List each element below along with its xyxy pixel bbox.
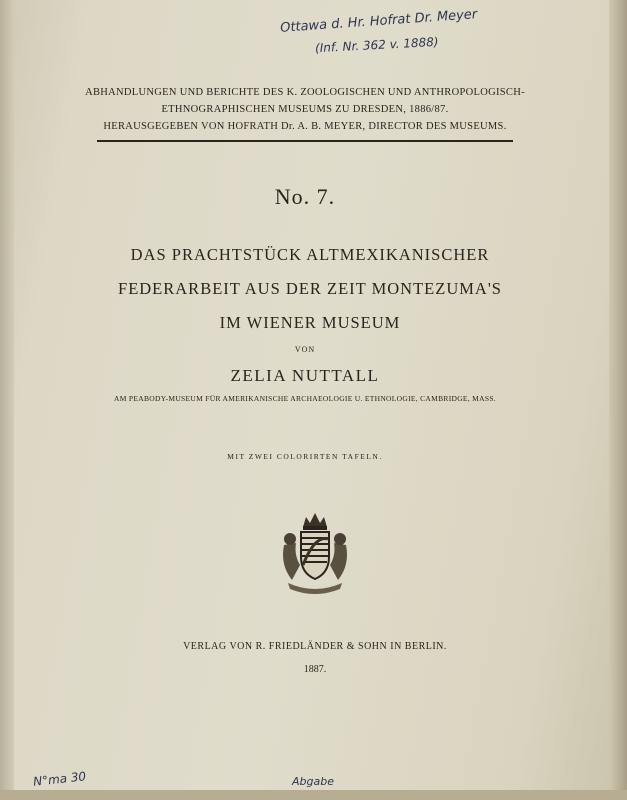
book-title-line-2: FEDERARBEIT AUS DER ZEIT MONTEZUMA'S <box>118 279 502 298</box>
plates-note: MIT ZWEI COLORIRTEN TAFELN. <box>227 452 383 461</box>
book-title-line-3: IM WIENER MUSEUM <box>219 313 401 332</box>
issue-number: No. 7. <box>274 184 336 209</box>
binding-spine <box>0 0 14 800</box>
page-bottom-edge <box>0 790 627 800</box>
publisher-line: VERLAG VON R. FRIEDLÄNDER & SOHN IN BERLIN. <box>183 641 447 652</box>
publication-year: 1887. <box>303 664 327 675</box>
series-header <box>70 84 540 135</box>
series-header-line-2: ETHNOGRAPHISCHEN MUSEUMS ZU DRESDEN, 1886/87. <box>161 104 449 115</box>
author-affiliation: AM PEABODY-MUSEUM FÜR AMERIKANISCHE ARCHAEOLOGIE U. ETHNOLOGIE, CAMBRIDGE, MASS. <box>114 394 496 403</box>
header-rule <box>97 140 513 142</box>
author-name: ZELIA NUTTALL <box>230 366 380 385</box>
handwritten-note-bottom-center: Abgabe <box>292 775 334 788</box>
handwritten-note-top-1: Ottawa d. Hr. Hofrat Dr. Meyer <box>279 7 478 36</box>
series-header-line-1: ABHANDLUNGEN UND BERICHTE DES K. ZOOLOGISCHEN UND ANTHROPOLOGISCH- <box>85 87 525 98</box>
handwritten-note-bottom-left: N°ma 30 <box>32 769 87 789</box>
by-word: VON <box>294 345 316 354</box>
book-title <box>60 238 560 340</box>
page-edge <box>609 0 627 800</box>
book-title-line-1: DAS PRACHTSTÜCK ALTMEXIKANISCHER <box>130 245 490 264</box>
handwritten-note-top-2: (Inf. Nr. 362 v. 1888) <box>314 34 439 56</box>
series-header-line-3: HERAUSGEGEBEN VON HOFRATH Dr. A. B. MEYER, DIRECTOR DES MUSEUMS. <box>103 121 507 132</box>
coat-of-arms-emblem <box>270 505 360 595</box>
